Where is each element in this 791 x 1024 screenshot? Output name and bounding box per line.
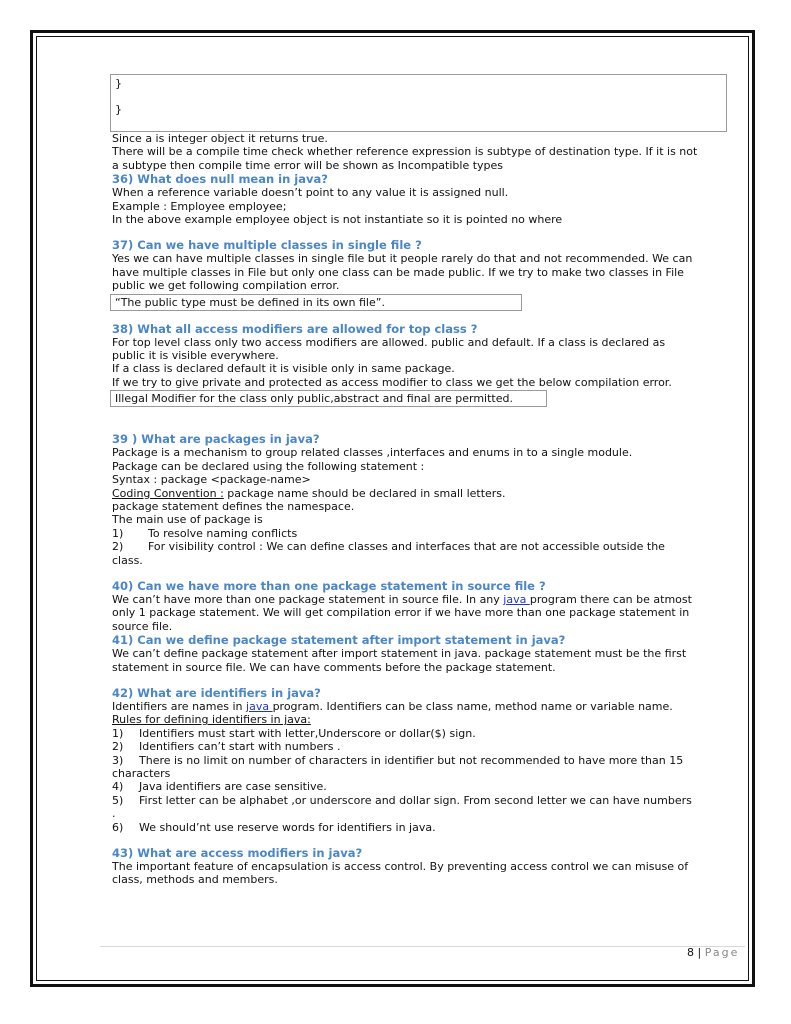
page-number: 8	[687, 946, 694, 959]
list-number: 1)	[112, 526, 124, 540]
list-number: 1)	[112, 726, 124, 740]
page-label: Page	[704, 946, 740, 959]
list-text: For visibility control : We can define classes and interfaces that are not accessible outside the	[148, 540, 665, 554]
paragraph-line: source file.	[112, 619, 173, 633]
footer-divider	[100, 946, 745, 947]
paragraph-line: have multiple classes in File but only one class can be made public. If we try to make two classes in File	[112, 265, 684, 279]
paragraph-line: Syntax : package <package-name>	[112, 473, 311, 487]
text-span: We can’t have more than one package statement in source file. In any	[112, 592, 504, 606]
code-box: Illegal Modifier for the class only public,abstract and final are permitted.	[110, 390, 547, 407]
list-item	[112, 754, 732, 767]
list-item	[112, 727, 732, 740]
list-item	[112, 794, 732, 807]
question-39-heading: 39 ) What are packages in java?	[112, 432, 320, 447]
text-span: Identifiers are names in	[112, 699, 247, 713]
question-36-heading: 36) What does null mean in java?	[112, 172, 328, 187]
paragraph-line: Example : Employee employee;	[112, 199, 287, 213]
paragraph-line: only 1 package statement. We will get compilation error if we have more than one package statement in	[112, 606, 690, 620]
paragraph-line: class.	[112, 553, 143, 567]
list-text: Java identifiers are case sensitive.	[139, 780, 327, 794]
list-text: There is no limit on number of characters in identifier but not recommended to have more than 15	[139, 753, 684, 767]
paragraph-line: Package can be declared using the following statement :	[112, 459, 425, 473]
coding-convention-label: Coding Convention :	[112, 486, 224, 500]
paragraph-line: statement in source file. We can have comments before the package statement.	[112, 660, 556, 674]
paragraph-line	[112, 487, 732, 500]
list-text: We should’nt use reserve words for identifiers in java.	[139, 820, 436, 834]
list-item	[112, 527, 732, 540]
list-item	[112, 740, 732, 753]
code-box	[110, 74, 727, 132]
list-number: 2)	[112, 740, 124, 754]
paragraph-line: package statement defines the namespace.	[112, 499, 355, 513]
question-41-heading: 41) Can we define package statement after import statement in java?	[112, 633, 566, 648]
document-body	[112, 74, 732, 887]
paragraph-line: If we try to give private and protected as access modifier to class we get the below compilation error.	[112, 375, 672, 389]
text-span: program. Identifiers can be class name, method name or variable name.	[272, 699, 673, 713]
paragraph-line: When a reference variable doesn’t point to any value it is assigned null.	[112, 186, 509, 200]
list-item	[112, 780, 732, 793]
code-box: “The public type must be defined in its own file”.	[110, 294, 522, 311]
paragraph-line: We can’t define package statement after import statement in java. package statement must be the first	[112, 647, 687, 661]
list-text: Identifiers can’t start with numbers .	[139, 740, 341, 754]
paragraph-line	[112, 700, 732, 713]
list-number: 2)	[112, 540, 124, 554]
page-footer	[687, 946, 739, 959]
paragraph-line	[112, 593, 732, 606]
paragraph-line: public we get following compilation error.	[112, 279, 340, 293]
paragraph-line: characters	[112, 767, 171, 780]
question-42-heading: 42) What are identifiers in java?	[112, 685, 321, 700]
java-link[interactable]: java	[246, 699, 273, 713]
list-text: To resolve naming conflicts	[148, 526, 298, 540]
list-number: 4)	[112, 780, 124, 794]
paragraph-line: public it is visible everywhere.	[112, 349, 279, 363]
footer-separator: |	[697, 946, 702, 959]
coding-convention-text: package name should be declared in small letters.	[223, 486, 506, 500]
paragraph-line: Since a is integer object it returns true.	[112, 132, 328, 145]
list-item	[112, 821, 732, 834]
list-number: 3)	[112, 753, 124, 767]
question-43-heading: 43) What are access modifiers in java?	[112, 846, 363, 861]
list-text: First letter can be alphabet ,or underscore and dollar sign. From second letter we can have numbers	[139, 793, 692, 807]
text-span: program there can be atmost	[529, 592, 692, 606]
paragraph-line: a subtype then compile time error will be shown as Incompatible types	[112, 158, 504, 172]
list-text: Identifiers must start with letter,Underscore or dollar($) sign.	[139, 726, 476, 740]
java-link[interactable]: java	[503, 592, 530, 606]
paragraph-line: class, methods and members.	[112, 873, 278, 887]
question-37-heading: 37) Can we have multiple classes in single file ?	[112, 238, 422, 253]
list-item	[112, 540, 732, 553]
code-line: }	[115, 77, 122, 90]
paragraph-line: The important feature of encapsulation is access control. By preventing access control we can misuse of	[112, 860, 689, 874]
code-line: }	[115, 103, 122, 116]
paragraph-line: Package is a mechanism to group related classes ,interfaces and enums in to a single module.	[112, 446, 633, 460]
paragraph-line: In the above example employee object is not instantiate so it is pointed no where	[112, 213, 563, 227]
list-number: 5)	[112, 793, 124, 807]
paragraph-line: .	[112, 807, 116, 821]
paragraph-line: Yes we can have multiple classes in single file but it people rarely do that and not recommended. We can	[112, 252, 693, 266]
question-38-heading: 38) What all access modifiers are allowed for top class ?	[112, 321, 478, 336]
rules-label: Rules for defining identifiers in java:	[112, 713, 311, 727]
question-40-heading: 40) Can we have more than one package statement in source file ?	[112, 578, 546, 593]
paragraph-line: If a class is declared default it is visible only in same package.	[112, 362, 455, 376]
paragraph-line: There will be a compile time check whether reference expression is subtype of destination type. If it is not	[112, 145, 698, 159]
list-number: 6)	[112, 820, 124, 834]
paragraph-line: The main use of package is	[112, 513, 263, 527]
paragraph-line: For top level class only two access modifiers are allowed. public and default. If a class is declared as	[112, 335, 666, 349]
